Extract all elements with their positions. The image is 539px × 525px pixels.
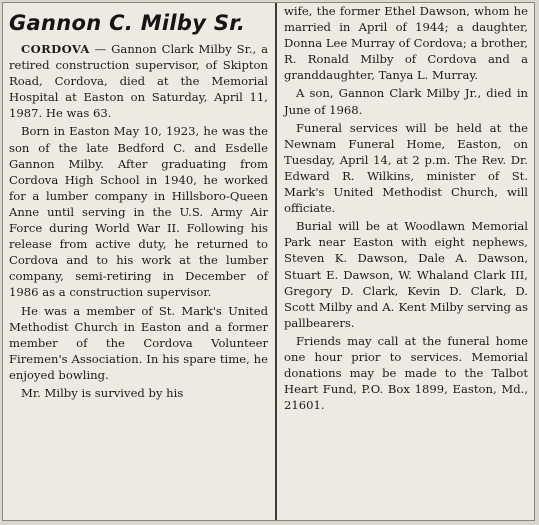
dateline: CORDOVA: [21, 42, 90, 56]
left-column: [3, 3, 274, 520]
paragraph-funeral-services: Funeral services will be held at the Newnam Funeral Home, Easton, on Tuesday, April 14, at 2 p.m. The Rev. Dr. Edward R. Wilkins, minister of St. Mark's United Methodist Church, will officiate.: [284, 120, 528, 216]
paragraph-intro-text: — Gannon Clark Milby Sr., a retired construction supervisor, of Skipton Road, Cordova, died at the Memorial Hospital at Easton on Saturday, April 11, 1987. He was 63.: [9, 42, 268, 121]
paragraph-predeceased-son: A son, Gannon Clark Milby Jr., died in June of 1968.: [284, 86, 528, 117]
paragraph-survivors-continued: wife, the former Ethel Dawson, whom he married in April of 1944; a daughter, Donna Lee Murray of Cordova; a brother, R. Ronald Milby of Cordova and a granddaughter, Tanya L. Murray.: [284, 4, 528, 83]
paragraph-visitation-donations: Friends may call at the funeral home one hour prior to services. Memorial donations may be made to the Talbot Heart Fund, P.O. Box 1899, Easton, Md., 21601.: [284, 333, 528, 413]
column-divider: [275, 3, 277, 520]
paragraph-survivors-start: Mr. Milby is survived by his: [21, 385, 184, 400]
obituary-headline: Gannon C. Milby Sr.: [9, 11, 246, 35]
paragraph-intro: [9, 41, 268, 121]
paragraph-burial: Burial will be at Woodlawn Memorial Park near Easton with eight nephews, Steven K. Dawson, Dale A. Dawson, Stuart E. Dawson, W. Whaland Clark III, Gregory D. Clark, Kevin D. Clark, D. Scott Milby and A. Kent Milby serving as pallbearers.: [284, 219, 528, 330]
paragraph-memberships: He was a member of St. Mark's United Methodist Church in Easton and a former member of the Cordova Volunteer Firemen's Association. In his spare time, he enjoyed bowling.: [9, 303, 268, 382]
obituary-clipping: [2, 2, 535, 521]
paragraph-biography: Born in Easton May 10, 1923, he was the son of the late Bedford C. and Esdelle Gannon Milby. After graduating from Cordova High School in 1940, he worked for a lumber company in Hillsboro-Queen Anne until serving in the U.S. Army Air Force during World War II. Following his release from active duty, he returned to Cordova and to his work at the lumber company, semi-retiring in December of 1986 as a construction supervisor.: [9, 124, 268, 300]
right-column: [278, 3, 534, 520]
